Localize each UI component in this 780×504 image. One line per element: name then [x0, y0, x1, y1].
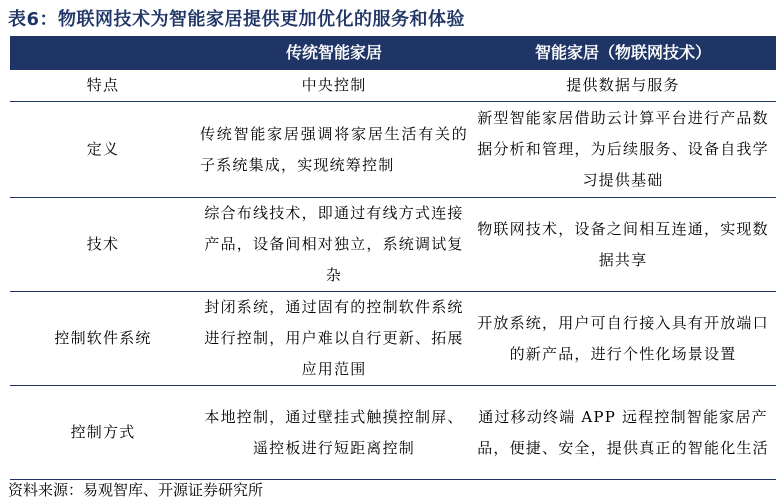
source-note: 资料来源：易观智库、开源证券研究所 [8, 481, 264, 499]
table-row [10, 102, 776, 198]
row-iot: 开放系统，用户可自行接入具有开放端口的新产品，进行个性化场景设置 [477, 313, 769, 363]
row-iot: 物联网技术，设备之间相互连通，实现数据共享 [477, 219, 769, 269]
row-traditional: 中央控制 [301, 76, 367, 94]
row-traditional: 综合布线技术，即通过有线方式连接产品，设备间相对独立，系统调试复杂 [204, 204, 464, 284]
row-label: 技术 [86, 235, 120, 253]
table-row [10, 386, 776, 480]
row-label: 控制方式 [70, 423, 136, 441]
table-header [10, 36, 776, 70]
table-row [10, 198, 776, 292]
comparison-table [10, 36, 776, 480]
row-label: 定义 [86, 140, 120, 158]
row-traditional: 传统智能家居强调将家居生活有关的子系统集成，实现统筹控制 [200, 124, 468, 174]
row-label: 特点 [86, 76, 120, 94]
table-row [10, 70, 776, 102]
row-traditional: 封闭系统，通过固有的控制软件系统进行控制，用户难以自行更新、拓展应用范围 [204, 298, 464, 378]
row-iot: 新型智能家居借助云计算平台进行产品数据分析和管理，为后续服务、设备自我学习提供基础 [477, 109, 769, 189]
row-label: 控制软件系统 [54, 329, 152, 347]
table-row [10, 292, 776, 386]
table-title: 表6：物联网技术为智能家居提供更加优化的服务和体验 [8, 9, 466, 30]
row-iot: 通过移动终端 APP 远程控制智能家居产品，便捷、安全，提供真正的智能化生活 [477, 407, 769, 457]
header-col-traditional: 传统智能家居 [285, 43, 382, 62]
row-traditional: 本地控制，通过壁挂式触摸控制屏、遥控板进行短距离控制 [204, 407, 464, 457]
header-col-iot: 智能家居（物联网技术） [534, 43, 711, 62]
row-iot: 提供数据与服务 [566, 76, 680, 94]
